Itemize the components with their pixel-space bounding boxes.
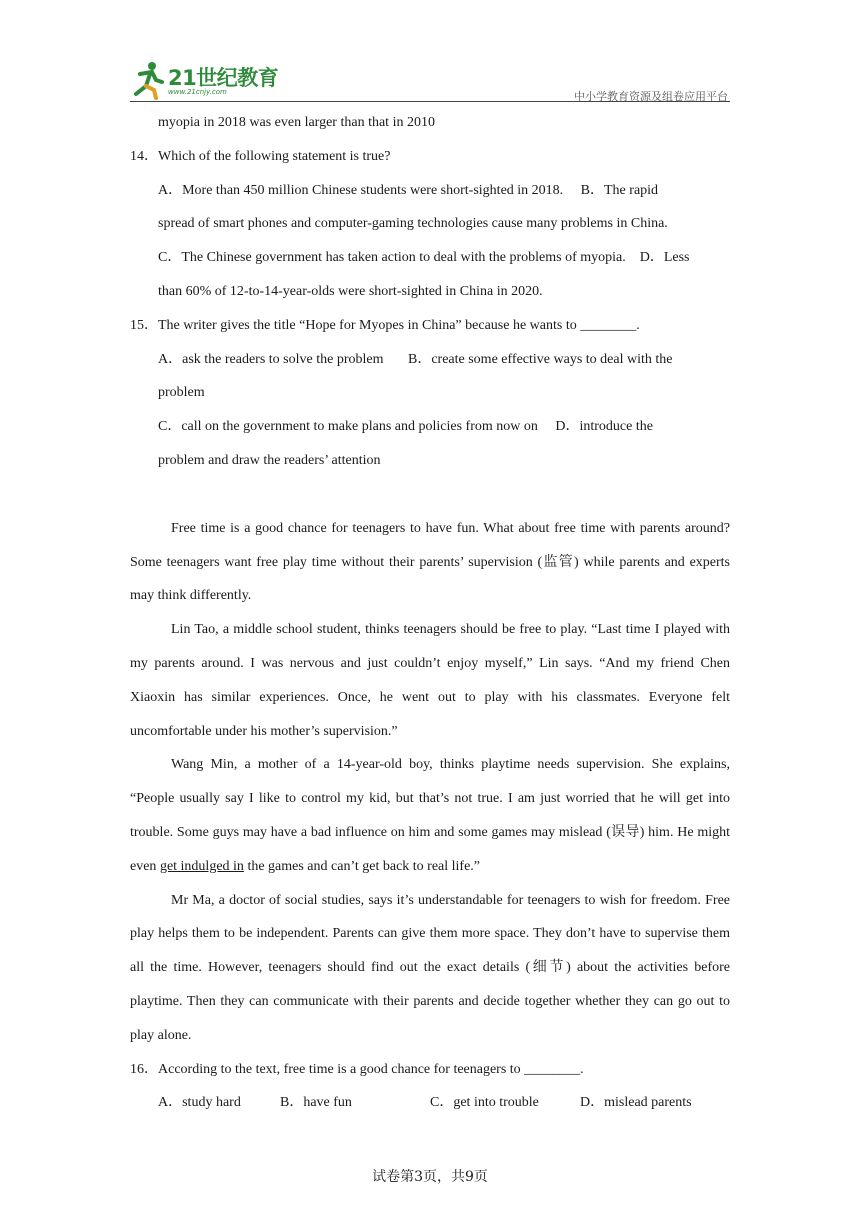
page-content xyxy=(130,106,730,1120)
q15-options-line-2: problem xyxy=(158,385,205,401)
q15-options-line-1: A．ask the readers to solve the problem B．create some effective ways to deal with the xyxy=(158,351,673,367)
q13-tail: myopia in 2018 was even larger than that in 2010 xyxy=(158,115,435,130)
q16-option-c[interactable]: C．get into trouble xyxy=(430,1095,539,1111)
p3-text-after: the games and can’t get back to real life.” xyxy=(243,858,481,874)
platform-name: 中小学教育资源及组卷应用平台 xyxy=(574,90,728,103)
q14-stem: 14．Which of the following statement is true? xyxy=(130,148,391,164)
p3-underlined-phrase: get indulged in xyxy=(159,858,244,874)
runner-icon xyxy=(130,60,166,100)
p3-text-before: Wang Min, a mother of a 14-year-old boy, thinks playtime needs supervision. She explains, “People usually say I like to control my kid, but that’s not true. I am just worried that he will get into trouble. Some guys may have a bad influence on him and some games may mislead (误导) him. He might even xyxy=(130,757,730,874)
q16-option-a[interactable]: A．study hard xyxy=(158,1095,241,1111)
q14-options-line-3: C．The Chinese government has taken action to deal with the problems of myopia. D．Less xyxy=(158,250,690,266)
q16-option-b[interactable]: B．have fun xyxy=(280,1095,352,1111)
logo-text: 21世纪教育 xyxy=(168,66,279,90)
q14-options-line-1: A．More than 450 million Chinese students were short-sighted in 2018. B．The rapid xyxy=(158,182,659,198)
q14-options-line-2: spread of smart phones and computer-gaming technologies cause many problems in China. xyxy=(158,216,668,232)
passage-paragraph-2: Lin Tao, a middle school student, thinks teenagers should be free to play. “Last time I played with my parents around. I was nervous and just couldn’t enjoy myself,” Lin says. “And my friend Chen Xiaoxin has similar experiences. Once, he went out to play with his classmates. Everyone felt uncomfortable under his mother’s supervision.” xyxy=(130,622,730,739)
passage-paragraph-3 xyxy=(130,748,730,883)
header-divider xyxy=(130,101,730,102)
q16-stem: 16．According to the text, free time is a good chance for teenagers to ________. xyxy=(130,1061,584,1077)
q15-stem: 15．The writer gives the title “Hope for Myopes in China” because he wants to ________. xyxy=(130,317,640,333)
q15-options-line-4: problem and draw the readers’ attention xyxy=(158,452,381,468)
passage-paragraph-1: Free time is a good chance for teenagers to have fun. What about free time with parents around? Some teenagers want free play time without their parents’ supervision (监管) while parents and experts may think differently. xyxy=(130,520,730,604)
q16-option-d[interactable]: D．mislead parents xyxy=(580,1095,692,1111)
q16-options xyxy=(130,1086,730,1120)
passage-paragraph-4: Mr Ma, a doctor of social studies, says it’s understandable for teenagers to wish for freedom. Free play helps them to be independent. Parents can give them more space. They don’t have to supervise them all the time. However, teenagers should find out the exact details (细节) about the activities before playtime. Then they can communicate with their parents and decide together whether they can go out to play alone. xyxy=(130,892,730,1043)
page-footer: 试卷第3页，共9页 xyxy=(372,1169,488,1185)
page-header xyxy=(130,60,730,102)
logo-url: www.21cnjy.com xyxy=(168,88,227,96)
q15-options-line-3: C．call on the government to make plans and policies from now on D．introduce the xyxy=(158,419,653,435)
section-gap xyxy=(130,478,730,512)
logo xyxy=(130,60,279,102)
q14-options-line-4: than 60% of 12-to-14-year-olds were short-sighted in China in 2020. xyxy=(158,283,543,299)
